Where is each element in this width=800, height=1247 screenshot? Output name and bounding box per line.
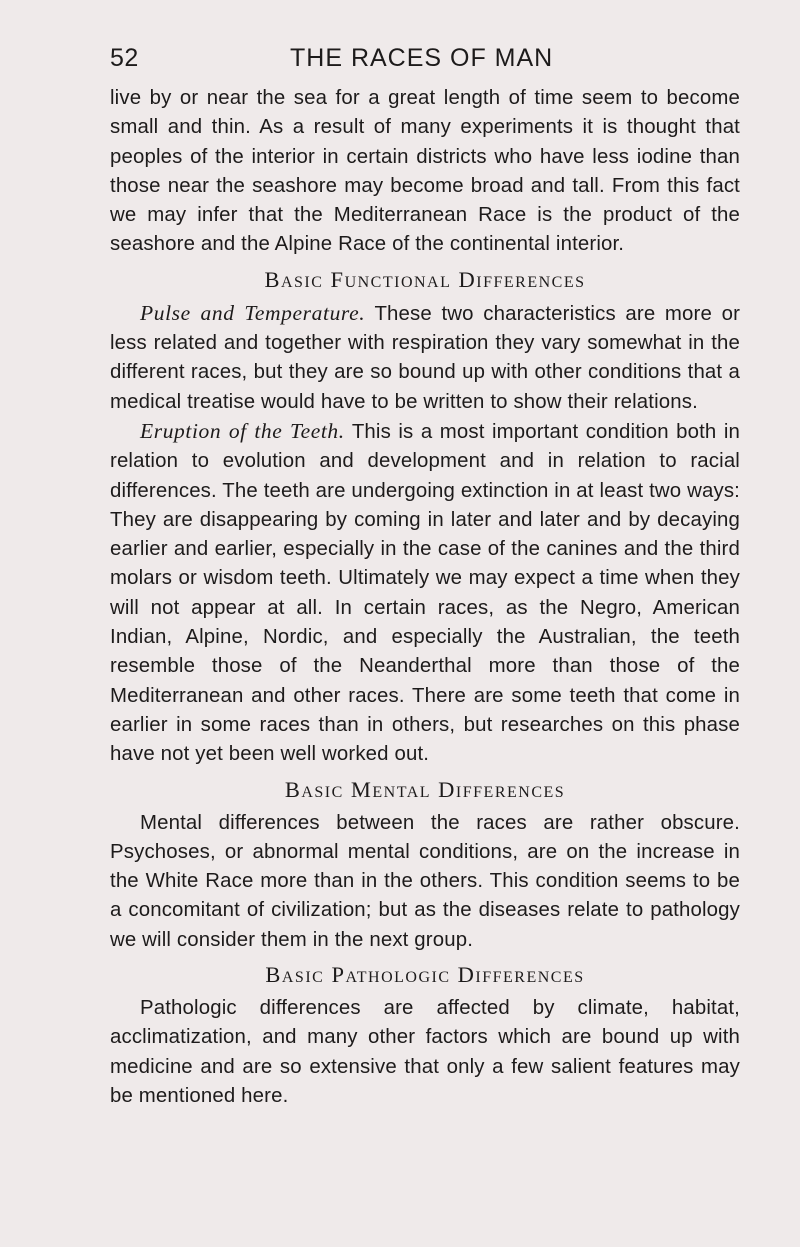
body-text	[110, 84, 740, 1111]
section-heading-mental: Basic Mental Differences	[284, 776, 566, 802]
run-in-heading-pulse: Pulse and Temperature.	[140, 300, 366, 325]
paragraph-pathologic: Pathologic differences are affected by climate, habitat, acclimatization, and many other factors which are bound up with medicine and are so extensive that only a few salient features may be mentioned here.	[110, 997, 740, 1107]
paragraph-text: These two characteristics are more or less related and together with respiration they vary somewhat in the different races, but they are so bound up with other conditions that a medical treatise would have to be written to show their relations.	[110, 302, 741, 413]
run-in-heading-teeth: Eruption of the Teeth.	[140, 418, 345, 443]
page-number: 52	[110, 44, 139, 72]
running-title: THE RACES OF MAN	[290, 44, 554, 72]
section-heading-pathologic: Basic Pathologic Differences	[265, 962, 585, 988]
paragraph-pulse-temperature	[110, 299, 740, 417]
paragraph-mental: Mental differences between the races are rather obscure. Psychoses, or abnormal mental conditions, are on the increase in the White Race more than in the others. This condition seems to be a concomitant of civilization; but as the diseases relate to pathology we will consider them in the next group.	[110, 811, 740, 951]
paragraph-continuation: live by or near the sea for a great length of time seem to become small and thin. As a result of many experiments it is thought that peoples of the interior in certain districts who have less iodine than those near the seashore may become broad and tall. From this fact we may infer that the Mediterranean Race is the product of the seashore and the Alpine Race of the continental interior.	[110, 87, 740, 256]
paragraph-eruption-teeth	[110, 417, 740, 770]
paragraph-text: This is a most important condition both in relation to evolution and development and in relation to racial differences. The teeth are undergoing extinction in at least two ways: They are disappearing by coming in later and later and by decaying earlier and earlier, especially in the case of the canines and the third molars or wisdom teeth. Ultimately we may expect a time when they will not appear at all. In certain races, as the Negro, American Indian, Alpine, Nordic, and especially the Australian, the teeth resemble those of the Neanderthal more than those of the Mediterranean and other races. There are some teeth that come in earlier in some races than in others, but researches on this phase have not yet been well worked out.	[110, 420, 740, 766]
running-head	[110, 44, 740, 78]
section-heading-functional: Basic Functional Differences	[264, 266, 586, 292]
